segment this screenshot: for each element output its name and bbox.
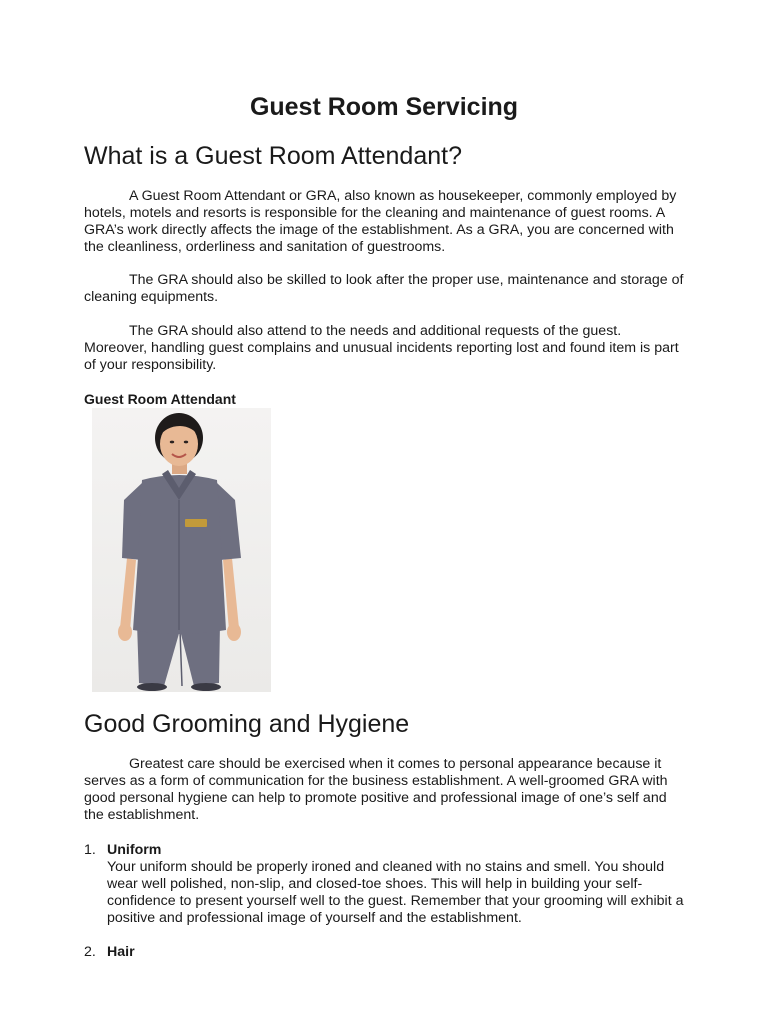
section-heading-grooming: Good Grooming and Hygiene [84, 710, 410, 738]
paragraph-gra-equipment: The GRA should also be skilled to look after the proper use, maintenance and storage of cleaning equipments. [84, 272, 684, 305]
left-arm [120, 558, 136, 630]
paragraph-grooming-intro: Greatest care should be exercised when it comes to personal appearance because it serves as a form of communication for the business establishment. A well-groomed GRA with good personal hygiene can help to promote positive and professional image of one’s self and the establishment. [84, 756, 668, 823]
left-shoe [137, 683, 167, 691]
list-item-uniform [107, 842, 697, 927]
figure-caption: Guest Room Attendant [84, 391, 236, 407]
paragraph-gra-definition: A Guest Room Attendant or GRA, also known as housekeeper, commonly employed by hotels, motels and resorts is responsible for the cleaning and maintenance of guest rooms. A GRA’s work directly affects the image of the establishment. As a GRA, you are concerned with the cleanliness, orderliness and sanitation of guestrooms. [84, 188, 677, 255]
guest-room-attendant-photo [92, 408, 271, 692]
document-title: Guest Room Servicing [249, 93, 519, 121]
list-item-title: Uniform [107, 842, 162, 858]
name-badge [185, 519, 207, 527]
list-item-number: 2. [84, 944, 96, 960]
list-item-hair [107, 944, 697, 961]
section-heading-gra: What is a Guest Room Attendant? [84, 142, 462, 170]
right-shoe [191, 683, 221, 691]
list-item-text: Your uniform should be properly ironed and cleaned with no stains and smell. You should wear well polished, non-slip, and closed-toe shoes. This will help in building your self-confidence to present yourself well to the guest. Remember that your grooming will exhibit a positive and professional image of yourself and the establishment. [107, 859, 684, 926]
attendant-figure [92, 408, 271, 692]
list-item-title: Hair [107, 944, 135, 960]
paragraph-gra-guest-needs: The GRA should also attend to the needs and additional requests of the guest. Moreover, handling guest complains and unusual incidents reporting lost and found item is part of your responsibility. [84, 323, 679, 373]
list-item-number: 1. [84, 842, 96, 858]
